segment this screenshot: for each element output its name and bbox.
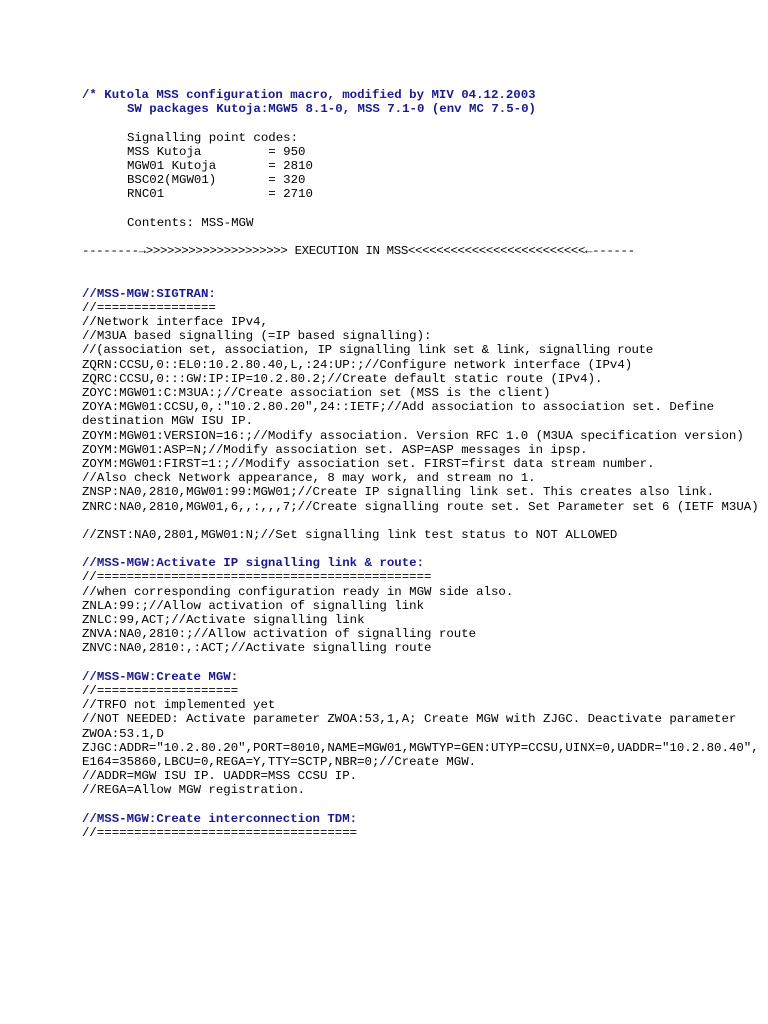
create-mgw-line: //NOT NEEDED: Activate parameter ZWOA:53,1,A; Create MGW with ZJGC. Deactivate parameter ZWOA:53.1,D — [82, 712, 744, 741]
activate-line: ZNLA:99:;//Allow activation of signalling link — [82, 598, 425, 613]
spacer — [82, 202, 762, 216]
spacer — [82, 798, 762, 812]
spacer — [82, 272, 762, 286]
activate-line: //when corresponding configuration ready in MGW side also. — [82, 584, 514, 599]
create-mgw-line: //ADDR=MGW ISU IP. UADDR=MSS CCSU IP. — [82, 769, 358, 784]
spacer — [82, 542, 762, 556]
section-title-interconnection: //MSS-MGW:Create interconnection TDM: — [82, 811, 358, 826]
sigtran-line: ZNRC:NA0,2810,MGW01,6,,:,,,7;//Create signalling route set. Set Parameter set 6 (IETF M3UA) — [82, 499, 759, 514]
sigtran-line: //M3UA based signalling (=IP based signalling): — [82, 329, 432, 344]
sigtran-line: ZOYM:MGW01:VERSION=16:;//Modify association. Version RFC 1.0 (M3UA specification version) — [82, 428, 744, 443]
spacer — [82, 230, 762, 244]
sigtran-line: ZQRC:CCSU,0:::GW:IP:IP=10.2.80.2;//Create default static route (IPv4). — [82, 371, 603, 386]
spc-mgw01: MGW01 Kutoja = 2810 — [127, 158, 313, 173]
sw-packages-line: SW packages Kutoja:MGW5 8.1-0, MSS 7.1-0 (env MC 7.5-0) — [127, 102, 536, 117]
sigtran-line: ZOYC:MGW01:C:M3UA:;//Create association set (MSS is the client) — [82, 385, 551, 400]
sigtran-line: ZNSP:NA0,2810,MGW01:99:MGW01;//Create IP signalling link set. This creates also link. — [82, 485, 715, 500]
execution-banner: --------→>>>>>>>>>>>>>>>>>>>> EXECUTION IN MSS<<<<<<<<<<<<<<<<<<<<<<<<<←------ — [82, 244, 635, 259]
sigtran-line: //================ — [82, 300, 216, 315]
sigtran-line: //(association set, association, IP signalling link set & link, signalling route — [82, 343, 653, 358]
activate-line: ZNVA:NA0,2810:;//Allow activation of signalling route — [82, 627, 477, 642]
document-page — [82, 88, 762, 840]
spacer — [82, 514, 762, 528]
sigtran-line: //Also check Network appearance, 8 may work, and stream no 1. — [82, 471, 536, 486]
activate-line: ZNLC:99,ACT;//Activate signalling link — [82, 613, 365, 628]
spc-title: Signalling point codes: — [127, 130, 299, 145]
spc-mss: MSS Kutoja = 950 — [127, 144, 306, 159]
spc-rnc01: RNC01 = 2710 — [127, 187, 313, 202]
spacer — [82, 656, 762, 670]
section-title-sigtran: //MSS-MGW:SIGTRAN: — [82, 286, 216, 301]
activate-line: ZNVC:NA0,2810:,:ACT;//Activate signalling route — [82, 641, 432, 656]
create-mgw-line: //REGA=Allow MGW registration. — [82, 783, 306, 798]
interconnection-line: //=================================== — [82, 825, 358, 840]
spc-bsc02: BSC02(MGW01) = 320 — [127, 173, 306, 188]
macro-title: /* Kutola MSS configuration macro, modified by MIV 04.12.2003 — [82, 88, 536, 102]
activate-line: //============================================= — [82, 570, 432, 585]
create-mgw-line: ZJGC:ADDR="10.2.80.20",PORT=8010,NAME=MGW01,MGWTYP=GEN:UTYP=CCSU,UINX=0,UADDR="10.2.80.40",E164=35860,LBCU=0,REGA=Y,TTY=SCTP,NBR=0;//Create MGW. — [82, 740, 759, 769]
spacer — [82, 116, 762, 130]
create-mgw-line: //TRFO not implemented yet — [82, 698, 276, 713]
section-title-activate: //MSS-MGW:Activate IP signalling link & route: — [82, 556, 425, 571]
sigtran-line: //Network interface IPv4, — [82, 315, 268, 329]
sigtran-line: ZOYA:MGW01:CCSU,0,:"10.2.80.20",24::IETF;//Add association to association set. Define destination MGW ISU IP. — [82, 400, 722, 429]
contents-line: Contents: MSS-MGW — [127, 215, 254, 230]
section-title-create-mgw: //MSS-MGW:Create MGW: — [82, 669, 239, 684]
spacer — [82, 258, 762, 272]
sigtran-line: ZQRN:CCSU,0::EL0:10.2.80.40,L,:24:UP:;//Configure network interface (IPv4) — [82, 357, 633, 372]
sigtran-line: ZOYM:MGW01:ASP=N;//Modify association set. ASP=ASP messages in ipsp. — [82, 442, 588, 457]
sigtran-line: //ZNST:NA0,2801,MGW01:N;//Set signalling link test status to NOT ALLOWED — [82, 527, 618, 542]
sigtran-line: ZOYM:MGW01:FIRST=1:;//Modify association set. FIRST=first data stream number. — [82, 456, 655, 471]
create-mgw-line: //=================== — [82, 683, 239, 698]
